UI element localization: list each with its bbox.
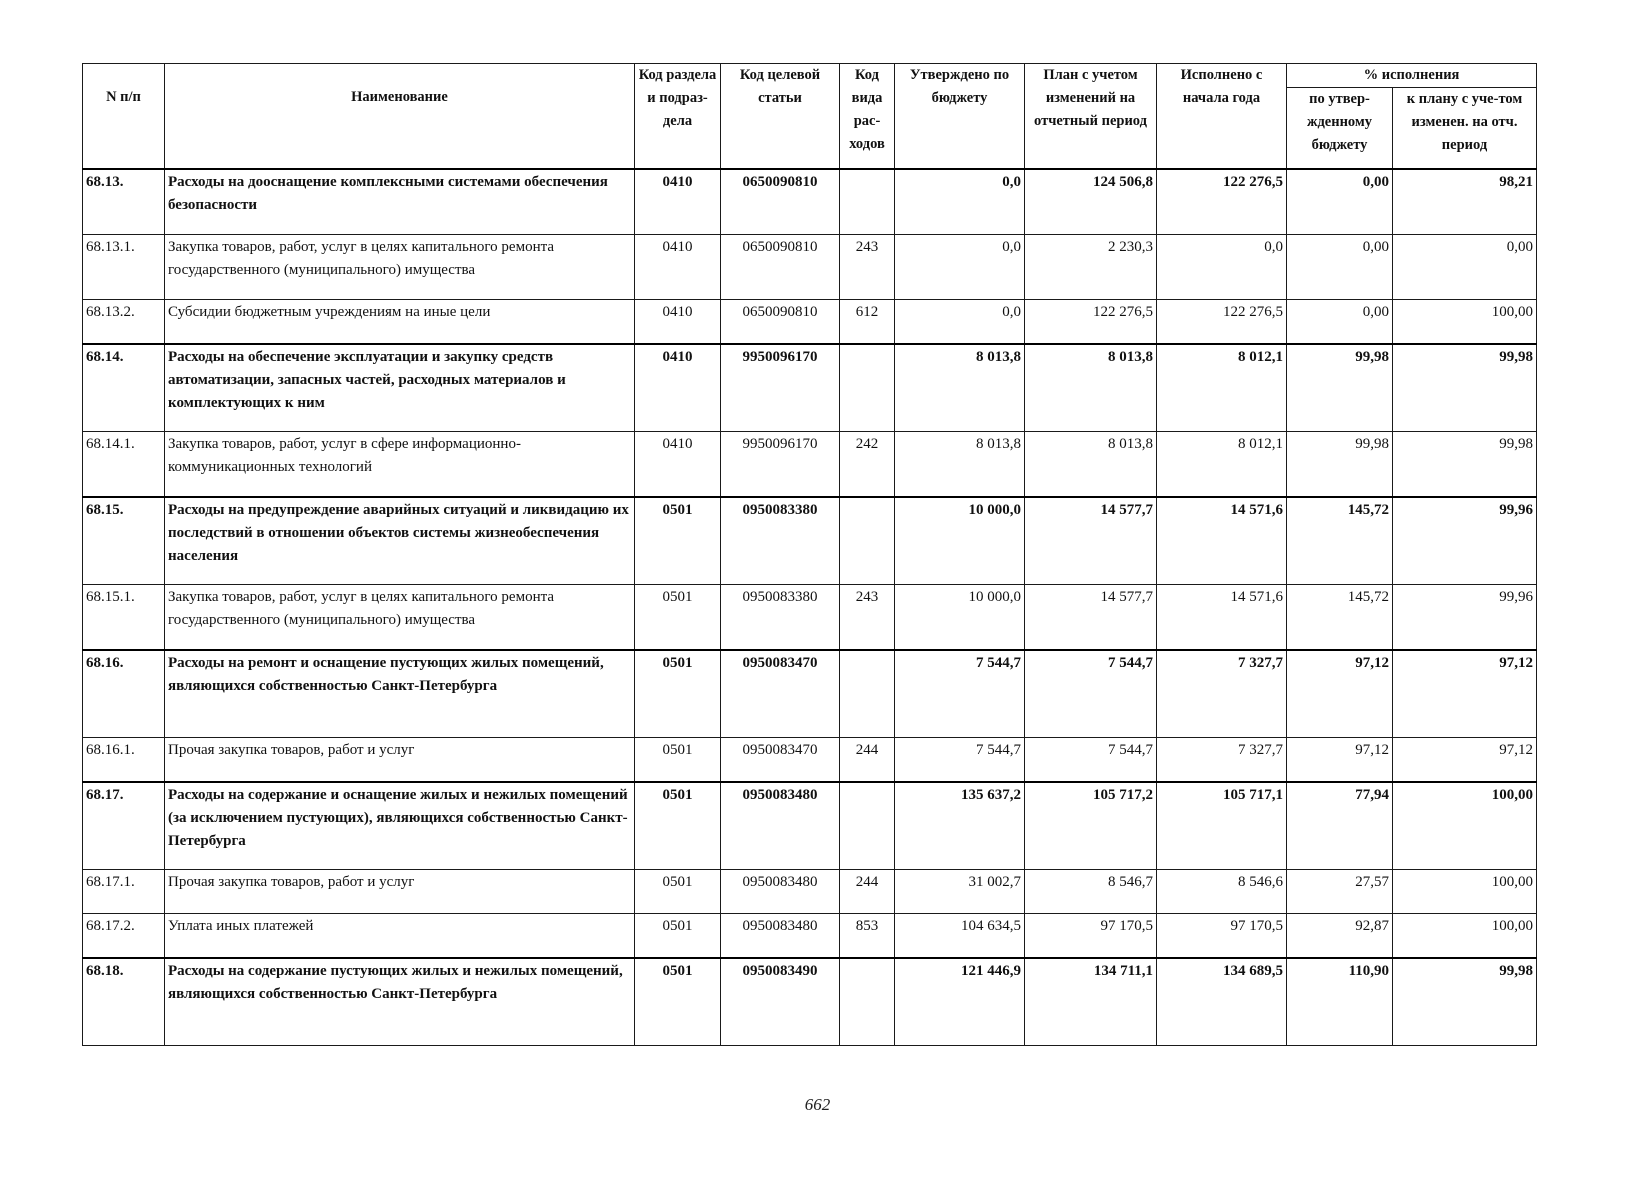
header-section-code: Код раздела и подраз-дела <box>635 64 721 170</box>
row-pct-budget: 110,90 <box>1287 958 1393 1046</box>
table-row <box>83 300 1537 345</box>
row-pct-budget: 77,94 <box>1287 782 1393 870</box>
row-index: 68.13.2. <box>83 300 165 345</box>
row-expense-type-code: 853 <box>840 914 895 959</box>
page-number: 662 <box>804 1095 831 1114</box>
row-index: 68.16.1. <box>83 738 165 783</box>
row-section-code: 0501 <box>635 914 721 959</box>
row-approved: 0,0 <box>895 300 1025 345</box>
row-approved: 31 002,7 <box>895 870 1025 914</box>
row-plan: 122 276,5 <box>1025 300 1157 345</box>
row-target-code: 9950096170 <box>721 344 840 432</box>
row-executed: 97 170,5 <box>1157 914 1287 959</box>
row-expense-type-code: 612 <box>840 300 895 345</box>
row-index: 68.17.2. <box>83 914 165 959</box>
row-approved: 8 013,8 <box>895 432 1025 498</box>
row-pct-plan: 100,00 <box>1393 914 1537 959</box>
row-pct-plan: 99,96 <box>1393 497 1537 585</box>
row-executed: 134 689,5 <box>1157 958 1287 1046</box>
row-section-code: 0501 <box>635 585 721 651</box>
row-approved: 8 013,8 <box>895 344 1025 432</box>
row-plan: 8 013,8 <box>1025 344 1157 432</box>
row-expense-type-code: 244 <box>840 738 895 783</box>
row-target-code: 0950083480 <box>721 914 840 959</box>
row-target-code: 0650090810 <box>721 169 840 235</box>
row-executed: 14 571,6 <box>1157 585 1287 651</box>
row-index: 68.13. <box>83 169 165 235</box>
row-pct-budget: 97,12 <box>1287 738 1393 783</box>
row-index: 68.17.1. <box>83 870 165 914</box>
table-row <box>83 169 1537 235</box>
row-plan: 8 013,8 <box>1025 432 1157 498</box>
row-target-code: 9950096170 <box>721 432 840 498</box>
row-approved: 0,0 <box>895 235 1025 300</box>
row-approved: 10 000,0 <box>895 585 1025 651</box>
row-pct-plan: 99,96 <box>1393 585 1537 651</box>
row-name: Расходы на содержание и оснащение жилых и нежилых помещений (за исключением пустующих), являющихся собственностью Санкт-Петербурга <box>165 782 635 870</box>
table-header <box>83 64 1537 170</box>
row-index: 68.14. <box>83 344 165 432</box>
row-index: 68.17. <box>83 782 165 870</box>
row-pct-budget: 0,00 <box>1287 300 1393 345</box>
row-name: Уплата иных платежей <box>165 914 635 959</box>
table-row <box>83 344 1537 432</box>
row-pct-plan: 97,12 <box>1393 738 1537 783</box>
row-section-code: 0501 <box>635 650 721 738</box>
row-section-code: 0410 <box>635 344 721 432</box>
row-plan: 7 544,7 <box>1025 650 1157 738</box>
row-pct-budget: 145,72 <box>1287 585 1393 651</box>
header-plan: План с учетом изменений на отчетный период <box>1025 64 1157 170</box>
row-section-code: 0410 <box>635 300 721 345</box>
row-plan: 105 717,2 <box>1025 782 1157 870</box>
row-name: Закупка товаров, работ, услуг в целях капитального ремонта государственного (муниципального) имущества <box>165 235 635 300</box>
row-pct-budget: 99,98 <box>1287 432 1393 498</box>
header-executed: Исполнено с начала года <box>1157 64 1287 170</box>
row-target-code: 0650090810 <box>721 235 840 300</box>
row-executed: 14 571,6 <box>1157 497 1287 585</box>
table-row <box>83 497 1537 585</box>
row-approved: 10 000,0 <box>895 497 1025 585</box>
row-expense-type-code: 243 <box>840 235 895 300</box>
row-name: Расходы на ремонт и оснащение пустующих жилых помещений, являющихся собственностью Санкт-Петербурга <box>165 650 635 738</box>
row-executed: 122 276,5 <box>1157 169 1287 235</box>
row-executed: 8 546,6 <box>1157 870 1287 914</box>
row-expense-type-code <box>840 497 895 585</box>
row-executed: 8 012,1 <box>1157 432 1287 498</box>
row-approved: 104 634,5 <box>895 914 1025 959</box>
row-pct-plan: 100,00 <box>1393 782 1537 870</box>
row-pct-plan: 0,00 <box>1393 235 1537 300</box>
row-section-code: 0501 <box>635 738 721 783</box>
row-pct-plan: 100,00 <box>1393 870 1537 914</box>
row-name: Закупка товаров, работ, услуг в целях капитального ремонта государственного (муниципального) имущества <box>165 585 635 651</box>
row-index: 68.14.1. <box>83 432 165 498</box>
row-expense-type-code <box>840 958 895 1046</box>
row-pct-budget: 97,12 <box>1287 650 1393 738</box>
row-expense-type-code: 242 <box>840 432 895 498</box>
row-section-code: 0501 <box>635 958 721 1046</box>
row-index: 68.13.1. <box>83 235 165 300</box>
row-name: Расходы на предупреждение аварийных ситуаций и ликвидацию их последствий в отношении объектов системы жизнеобеспечения населения <box>165 497 635 585</box>
row-index: 68.16. <box>83 650 165 738</box>
header-name: Наименование <box>165 64 635 170</box>
row-target-code: 0950083380 <box>721 585 840 651</box>
row-name: Субсидии бюджетным учреждениям на иные цели <box>165 300 635 345</box>
row-index: 68.18. <box>83 958 165 1046</box>
row-executed: 7 327,7 <box>1157 738 1287 783</box>
row-executed: 105 717,1 <box>1157 782 1287 870</box>
row-pct-budget: 0,00 <box>1287 235 1393 300</box>
table-row <box>83 782 1537 870</box>
row-approved: 135 637,2 <box>895 782 1025 870</box>
row-target-code: 0950083480 <box>721 782 840 870</box>
row-pct-plan: 99,98 <box>1393 432 1537 498</box>
table-row <box>83 958 1537 1046</box>
header-pct-budget: по утвер-жденному бюджету <box>1287 88 1393 170</box>
row-target-code: 0950083470 <box>721 650 840 738</box>
row-approved: 0,0 <box>895 169 1025 235</box>
row-expense-type-code: 244 <box>840 870 895 914</box>
row-pct-plan: 98,21 <box>1393 169 1537 235</box>
row-expense-type-code <box>840 782 895 870</box>
row-pct-plan: 99,98 <box>1393 958 1537 1046</box>
row-executed: 7 327,7 <box>1157 650 1287 738</box>
row-pct-plan: 99,98 <box>1393 344 1537 432</box>
header-index: N п/п <box>83 64 165 170</box>
row-executed: 0,0 <box>1157 235 1287 300</box>
row-expense-type-code <box>840 344 895 432</box>
row-section-code: 0501 <box>635 497 721 585</box>
row-approved: 7 544,7 <box>895 738 1025 783</box>
row-pct-plan: 100,00 <box>1393 300 1537 345</box>
header-target-code: Код целевой статьи <box>721 64 840 170</box>
row-name: Прочая закупка товаров, работ и услуг <box>165 870 635 914</box>
header-pct-plan: к плану с уче-том изменен. на отч. период <box>1393 88 1537 170</box>
row-name: Расходы на содержание пустующих жилых и нежилых помещений, являющихся собственностью Санкт-Петербурга <box>165 958 635 1046</box>
row-plan: 14 577,7 <box>1025 497 1157 585</box>
row-expense-type-code <box>840 650 895 738</box>
row-pct-plan: 97,12 <box>1393 650 1537 738</box>
row-section-code: 0501 <box>635 870 721 914</box>
table-row <box>83 585 1537 651</box>
row-name: Прочая закупка товаров, работ и услуг <box>165 738 635 783</box>
table-row <box>83 432 1537 498</box>
row-expense-type-code: 243 <box>840 585 895 651</box>
row-executed: 8 012,1 <box>1157 344 1287 432</box>
row-plan: 2 230,3 <box>1025 235 1157 300</box>
budget-table <box>82 63 1537 1046</box>
table-row <box>83 235 1537 300</box>
row-pct-budget: 145,72 <box>1287 497 1393 585</box>
row-name: Закупка товаров, работ, услуг в сфере информационно-коммуникационных технологий <box>165 432 635 498</box>
row-section-code: 0501 <box>635 782 721 870</box>
row-pct-budget: 27,57 <box>1287 870 1393 914</box>
row-target-code: 0650090810 <box>721 300 840 345</box>
row-pct-budget: 99,98 <box>1287 344 1393 432</box>
table-row <box>83 914 1537 959</box>
row-name: Расходы на дооснащение комплексными системами обеспечения безопасности <box>165 169 635 235</box>
row-plan: 124 506,8 <box>1025 169 1157 235</box>
header-percent-group: % исполнения <box>1287 64 1537 88</box>
row-expense-type-code <box>840 169 895 235</box>
row-plan: 97 170,5 <box>1025 914 1157 959</box>
table-row <box>83 870 1537 914</box>
row-approved: 7 544,7 <box>895 650 1025 738</box>
row-index: 68.15. <box>83 497 165 585</box>
row-plan: 14 577,7 <box>1025 585 1157 651</box>
row-index: 68.15.1. <box>83 585 165 651</box>
header-approved: Утверждено по бюджету <box>895 64 1025 170</box>
row-name: Расходы на обеспечение эксплуатации и закупку средств автоматизации, запасных частей, расходных материалов и комплектующих к ним <box>165 344 635 432</box>
table-row <box>83 650 1537 738</box>
row-target-code: 0950083470 <box>721 738 840 783</box>
row-pct-budget: 92,87 <box>1287 914 1393 959</box>
row-section-code: 0410 <box>635 432 721 498</box>
row-approved: 121 446,9 <box>895 958 1025 1046</box>
row-plan: 7 544,7 <box>1025 738 1157 783</box>
table-body <box>83 169 1537 1046</box>
row-plan: 134 711,1 <box>1025 958 1157 1046</box>
row-target-code: 0950083490 <box>721 958 840 1046</box>
header-expense-type-code: Код вида рас-ходов <box>840 64 895 170</box>
row-section-code: 0410 <box>635 169 721 235</box>
row-pct-budget: 0,00 <box>1287 169 1393 235</box>
row-target-code: 0950083380 <box>721 497 840 585</box>
row-section-code: 0410 <box>635 235 721 300</box>
row-plan: 8 546,7 <box>1025 870 1157 914</box>
table-row <box>83 738 1537 783</box>
row-executed: 122 276,5 <box>1157 300 1287 345</box>
row-target-code: 0950083480 <box>721 870 840 914</box>
